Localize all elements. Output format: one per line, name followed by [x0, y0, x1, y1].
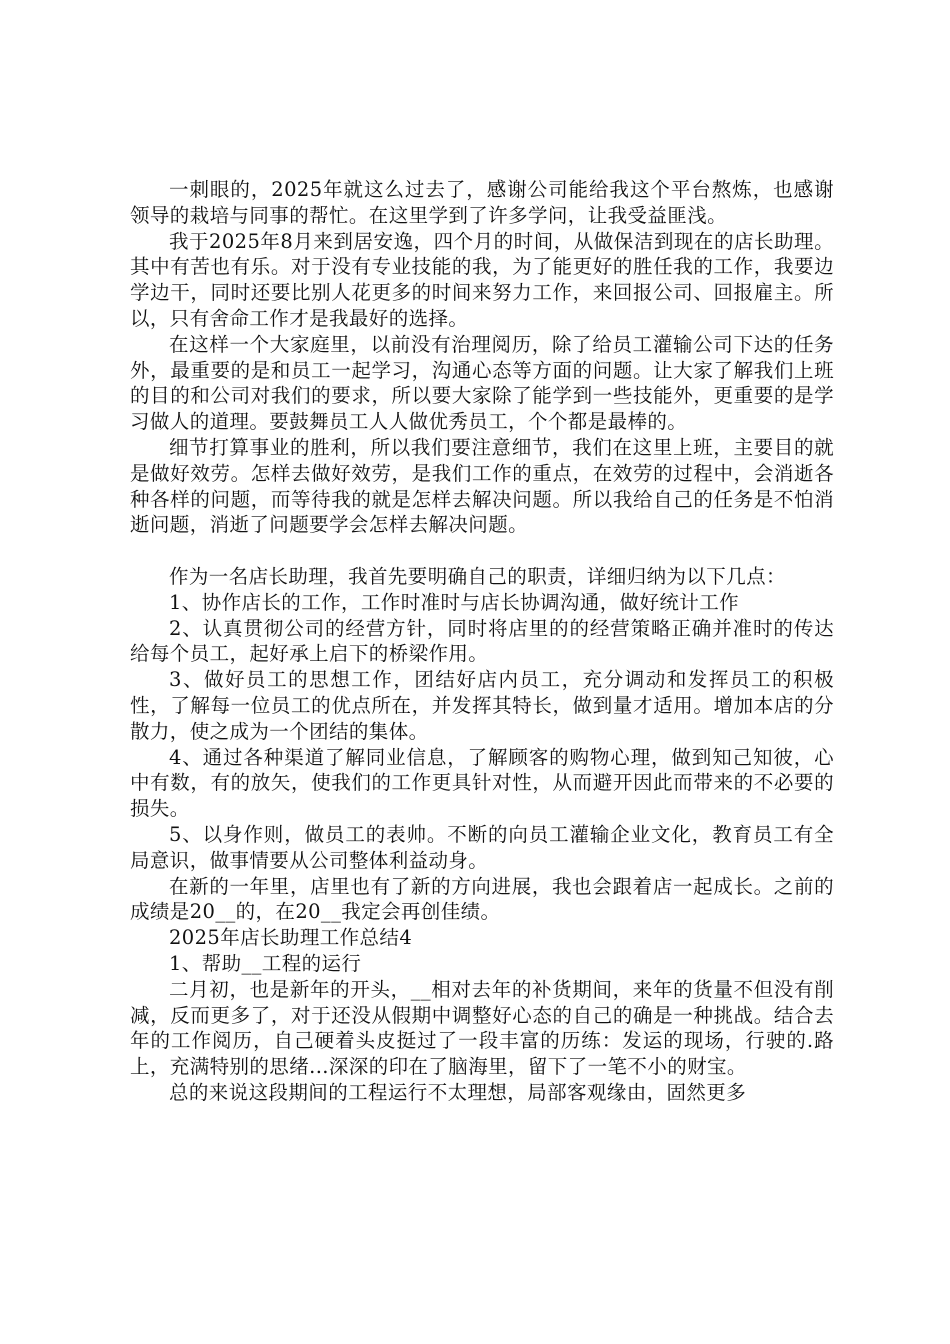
paragraph-3: 在这样一个大家庭里，以前没有治理阅历，除了给员工灌输公司下达的任务外，最重要的是和员工一起学习，沟通心态等方面的问题。让大家了解我们上班的目的和公司对我们的要求，所以要大家除了能学到一些技能外，更重要的是学习做人的道理。要鼓舞员工人人做优秀员工，个个都是最棒的。	[130, 332, 834, 434]
duty-item-3: 3、做好员工的思想工作，团结好店内员工，充分调动和发挥员工的积极性，了解每一位员工的优点所在，并发挥其特长，做到量才适用。增加本店的分散力，使之成为一个团结的集体。	[130, 668, 834, 743]
paragraph-2: 我于2025年8月来到居安逸，四个月的时间，从做保洁到现在的店长助理。其中有苦也有乐。对于没有专业技能的我，为了能更好的胜任我的工作，我要边学边干，同时还要比别人花更多的时间来努力工作，来回报公司、回报雇主。所以，只有舍命工作才是我最好的选择。	[130, 229, 834, 330]
duty-item-4: 4、通过各种渠道了解同业信息，了解顾客的购物心理，做到知己知彼，心中有数，有的放矢，使我们的工作更具针对性，从而避开因此而带来的不必要的损失。	[130, 745, 834, 821]
paragraph-duties-intro: 作为一名店长助理，我首先要明确自己的职责，详细归纳为以下几点：	[169, 564, 786, 588]
blank-line	[130, 538, 834, 564]
duty-item-2: 2、认真贯彻公司的经营方针，同时将店里的的经营策略正确并准时的传达给每个员工，起好承上启下的桥梁作用。	[130, 616, 834, 666]
paragraph-1: 一刺眼的，2025年就这么过去了，感谢公司能给我这个平台熬炼，也感谢领导的栽培与同事的帮忙。在这里学到了许多学问，让我受益匪浅。	[130, 178, 834, 227]
paragraph-4: 细节打算事业的胜利，所以我们要注意细节，我们在这里上班，主要目的就是做好效劳。怎样去做好效劳，是我们工作的重点，在效劳的过程中，会消逝各种各样的问题，而等待我的就是怎样去解决问题。所以我给自己的任务是不怕消逝问题，消逝了问题要学会怎样去解决问题。	[130, 435, 834, 537]
section-item-1: 1、帮助__工程的运行	[169, 951, 362, 975]
duty-item-1: 1、协作店长的工作，工作时准时与店长协调沟通，做好统计工作	[169, 590, 740, 614]
paragraph-summary: 总的来说这段期间的工程运行不太理想，局部客观缘由，固然更多	[169, 1080, 747, 1104]
document-page	[130, 177, 834, 1106]
section-title: 2025年店长助理工作总结4	[169, 926, 413, 950]
paragraph-new-year: 在新的一年里，店里也有了新的方向进展，我也会跟着店一起成长。之前的成绩是20__的，在20__我定会再创佳绩。	[130, 874, 834, 924]
duty-item-5: 5、以身作则，做员工的表帅。不断的向员工灌输企业文化，教育员工有全局意识，做事情要从公司整体利益动身。	[130, 822, 834, 872]
paragraph-february: 二月初，也是新年的开头，__相对去年的补货期间，来年的货量不但没有削减，反而更多了，对于还没从假期中调整好心态的自己的确是一种挑战。结合去年的工作阅历，自己硬着头皮挺过了一段丰富的历练：发运的现场，行驶的.路上，充满特别的思绪...深深的印在了脑海里，留下了一笔不小的财宝。	[130, 977, 834, 1079]
